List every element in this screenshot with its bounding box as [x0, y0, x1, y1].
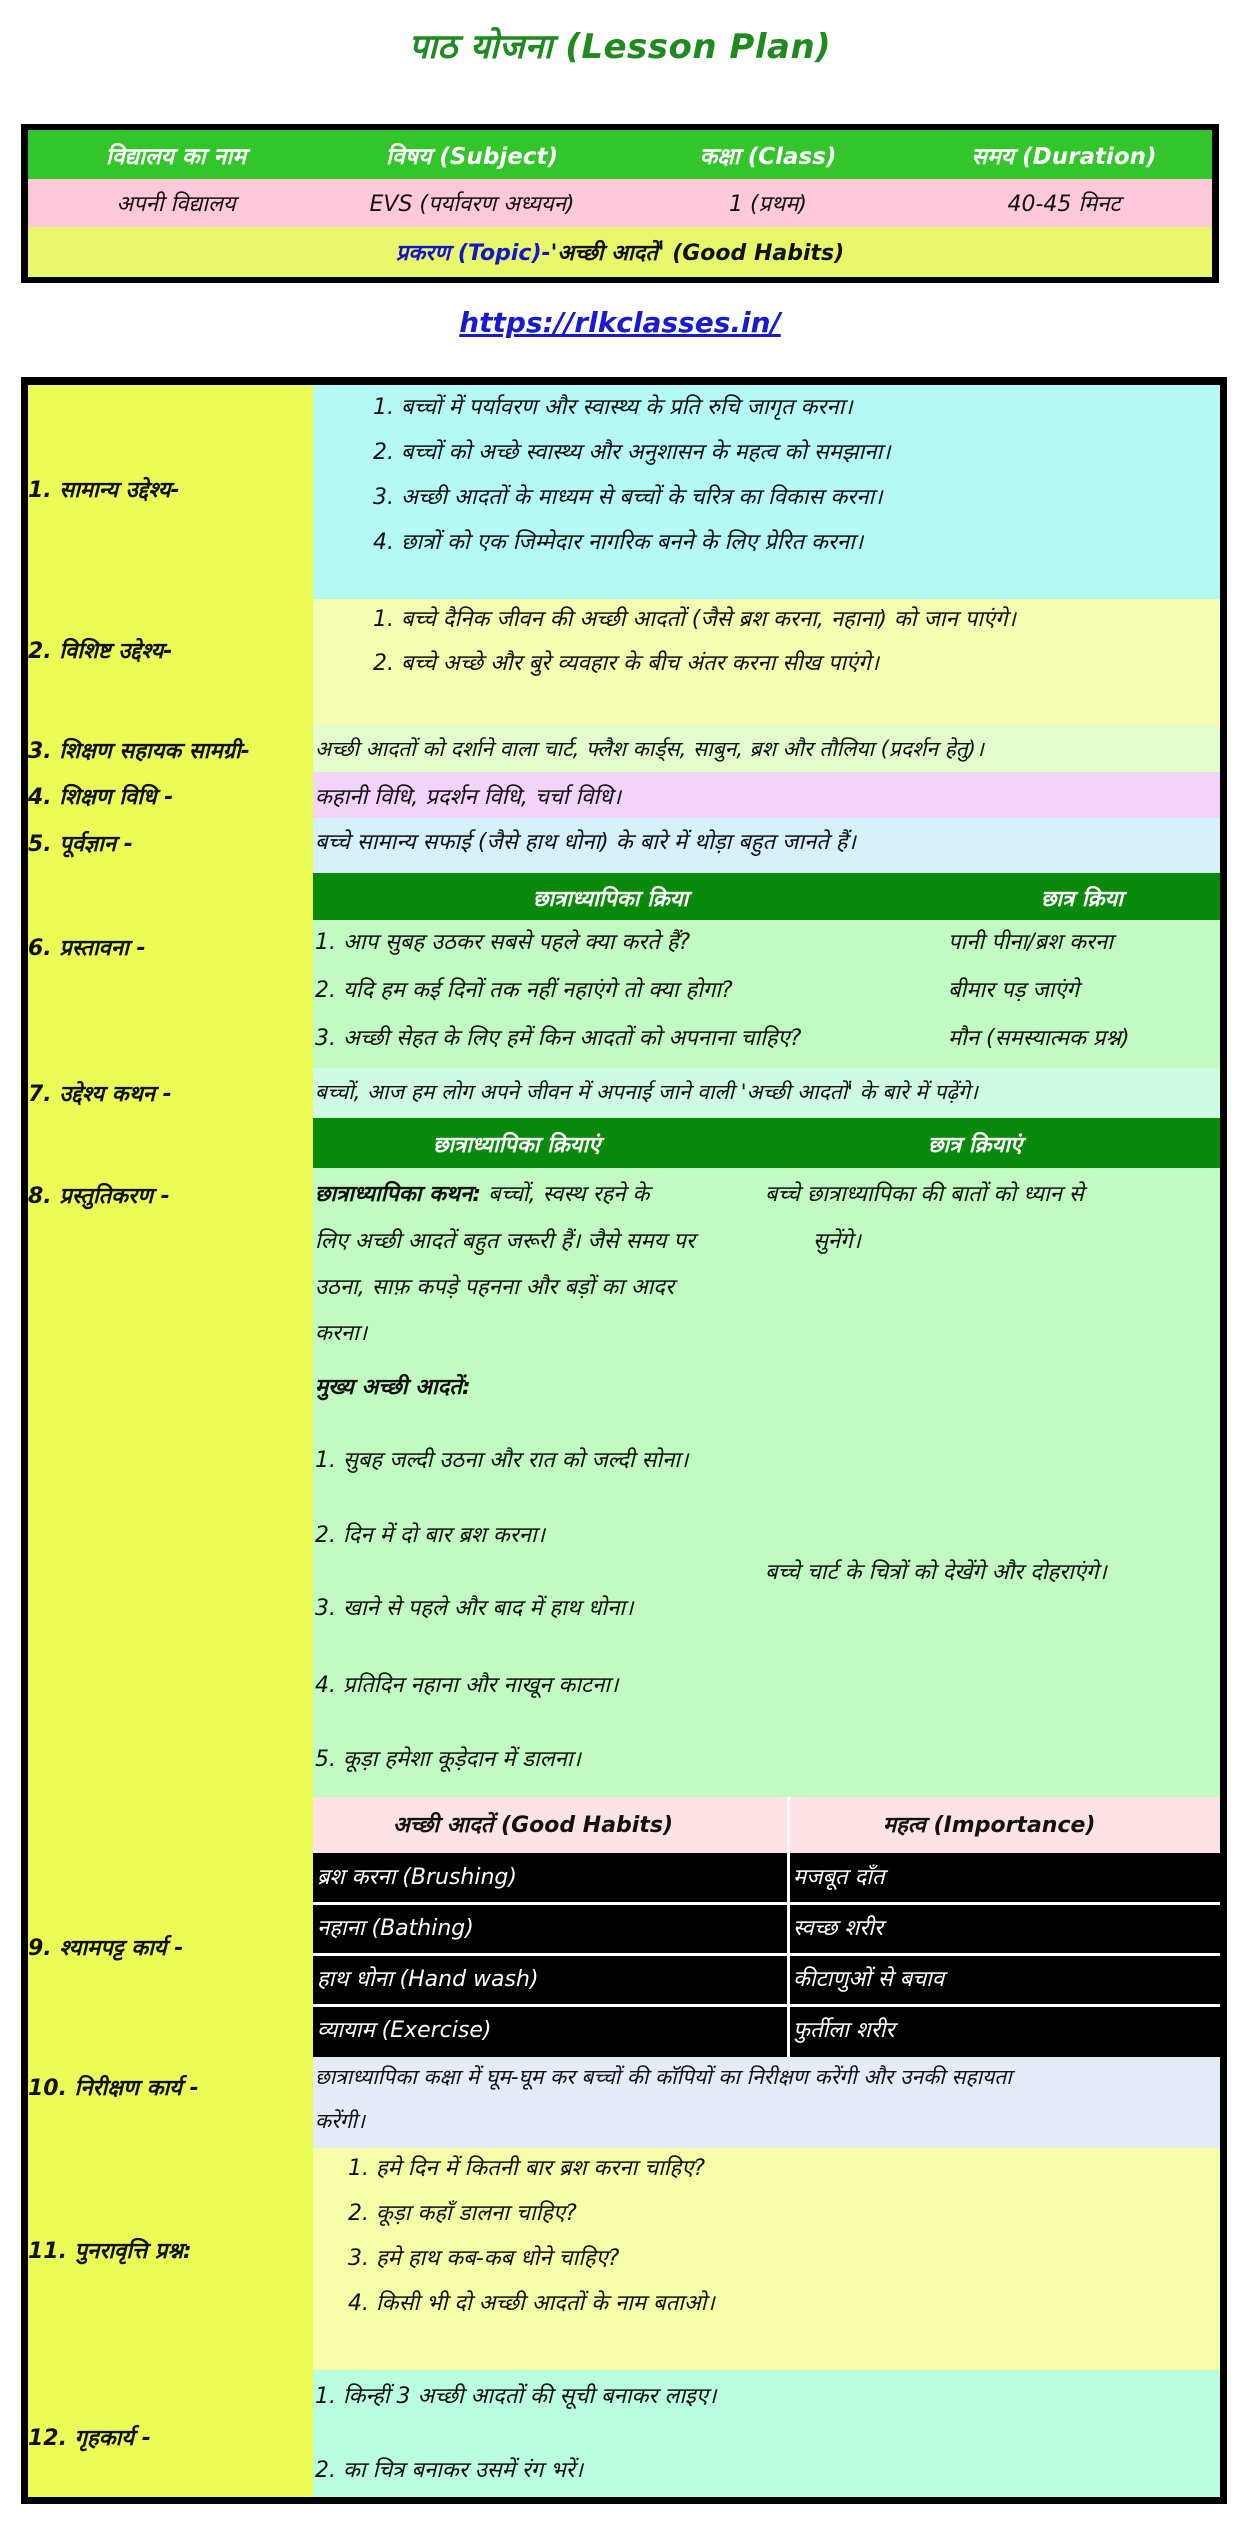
label-introduction: 6. प्रस्तावना - — [28, 936, 146, 961]
presentation-col-teacher: छात्राध्यापिका क्रियाएं — [433, 1133, 601, 1158]
label-review-questions: 11. पुनरावृत्ति प्रश्न: — [28, 2239, 192, 2264]
website-link-container — [0, 306, 1240, 339]
review-question-2: 2. कूड़ा कहाँ डालना चाहिए? — [348, 2201, 577, 2226]
label-prior-knowledge: 5. पूर्वज्ञान - — [28, 832, 133, 857]
topic-text — [396, 237, 844, 267]
general-objective-1: 1. बच्चों में पर्यावरण और स्वास्थ्य के प्रति रुचि जागृत करना। — [373, 395, 853, 420]
aim-statement-text: बच्चों, आज हम लोग अपने जीवन में अपनाई जाने वाली 'अच्छी आदतों' के बारे में पढ़ेंगे। — [315, 1080, 978, 1104]
label-teaching-aids: 3. शिक्षण सहायक सामग्री- — [28, 739, 250, 764]
topic-label: प्रकरण (Topic)- — [395, 241, 551, 266]
teacher-line-1: बच्चों, स्वस्थ रहने के — [488, 1182, 650, 1207]
student-line-1a: बच्चे छात्राध्यापिका की बातों को ध्यान से — [765, 1182, 1084, 1207]
habit-5: 5. कूड़ा हमेशा कूड़ेदान में डालना। — [315, 1747, 581, 1772]
lesson-info-table — [21, 124, 1219, 283]
bb-habit-4: व्यायाम (Exercise) — [317, 2018, 492, 2043]
prior-knowledge-text: बच्चे सामान्य सफाई (जैसे हाथ धोना) के बारे में थोड़ा बहुत जानते हैं। — [315, 830, 856, 855]
blackboard-col-habits: अच्छी आदतें (Good Habits) — [393, 1813, 674, 1838]
teaching-aids-cell — [313, 725, 1220, 772]
intro-question-3: 3. अच्छी सेहत के लिए हमें किन आदतों को अपनाना चाहिए? — [315, 1026, 802, 1051]
bb-habit-2: नहाना (Bathing) — [317, 1916, 474, 1941]
teaching-method-text: कहानी विधि, प्रदर्शन विधि, चर्चा विधि। — [315, 785, 621, 810]
topic-row — [28, 227, 1212, 277]
bb-habit-3: हाथ धोना (Hand wash) — [317, 1967, 539, 1992]
introduction-cell — [313, 920, 1220, 1068]
habit-2: 2. दिन में दो बार ब्रश करना। — [315, 1523, 545, 1548]
teacher-line-3: उठना, साफ़ कपड़े पहनना और बड़ों का आदर — [315, 1275, 674, 1300]
bb-importance-2: स्वच्छ शरीर — [793, 1916, 883, 1941]
general-objectives-cell — [313, 385, 1220, 599]
general-objective-2: 2. बच्चों को अच्छे स्वास्थ्य और अनुशासन के महत्व को समझाना। — [373, 440, 891, 465]
presentation-cell — [313, 1168, 1220, 1797]
teacher-statement-label: छात्राध्यापिका कथन: — [315, 1182, 482, 1207]
intro-answer-1: पानी पीना/ब्रश करना — [948, 930, 1113, 955]
specific-objective-1: 1. बच्चे दैनिक जीवन की अच्छी आदतों (जैसे ब्रश करना, नहाना) को जान पाएंगे। — [373, 607, 1016, 632]
label-teaching-method: 4. शिक्षण विधि - — [28, 785, 174, 810]
value-school-name: अपनी विद्यालय — [116, 192, 236, 217]
label-specific-objectives: 2. विशिष्ट उद्देश्य- — [28, 639, 173, 664]
main-habits-heading: मुख्य अच्छी आदतें: — [315, 1375, 471, 1400]
topic-value: 'अच्छी आदतें' (Good Habits) — [550, 241, 845, 266]
section-label-column — [28, 385, 313, 2497]
review-question-3: 3. हमे हाथ कब-कब धोने चाहिए? — [348, 2246, 620, 2271]
teaching-method-cell — [313, 772, 1220, 818]
header-class: कक्षा (Class) — [699, 143, 837, 170]
intro-question-1: 1. आप सुबह उठकर सबसे पहले क्या करते हैं? — [315, 930, 691, 955]
lesson-plan-table — [21, 377, 1227, 2504]
intro-question-2: 2. यदि हम कई दिनों तक नहीं नहाएंगे तो क्या होगा? — [315, 978, 733, 1003]
presentation-col-student: छात्र क्रियाएं — [928, 1133, 1023, 1158]
teacher-statement-line-1 — [315, 1178, 649, 1208]
label-inspection: 10. निरीक्षण कार्य - — [28, 2076, 199, 2101]
prior-knowledge-cell — [313, 818, 1220, 873]
homework-cell — [313, 2370, 1220, 2497]
student-line-2: बच्चे चार्ट के चित्रों को देखेंगे और दोहराएंगे। — [765, 1560, 1107, 1585]
bb-habit-1: ब्रश करना (Brushing) — [317, 1865, 517, 1890]
page-title: पाठ योजना (Lesson Plan) — [408, 27, 832, 67]
inspection-cell — [313, 2057, 1220, 2148]
bb-importance-3: कीटाणुओं से बचाव — [793, 1967, 945, 1992]
habit-1: 1. सुबह जल्दी उठना और रात को जल्दी सोना। — [315, 1448, 689, 1473]
review-questions-cell — [313, 2148, 1220, 2370]
value-duration: 40-45 मिनट — [1007, 192, 1121, 217]
blackboard-col-importance: महत्व (Importance) — [883, 1813, 1096, 1838]
intro-answer-2: बीमार पड़ जाएंगे — [948, 978, 1079, 1003]
header-subject: विषय (Subject) — [386, 143, 558, 170]
habit-4: 4. प्रतिदिन नहाना और नाखून काटना। — [315, 1673, 619, 1698]
teacher-line-2: लिए अच्छी आदतें बहुत जरूरी हैं। जैसे समय पर — [315, 1229, 695, 1254]
introduction-header — [313, 873, 1220, 920]
habit-3: 3. खाने से पहले और बाद में हाथ धोना। — [315, 1596, 634, 1621]
label-general-objectives: 1. सामान्य उद्देश्य- — [28, 478, 180, 503]
presentation-header — [313, 1118, 1220, 1168]
website-link[interactable]: https://rlkclasses.in/ — [459, 306, 781, 339]
introduction-col-student: छात्र क्रिया — [1041, 887, 1123, 912]
intro-answer-3: मौन (समस्यात्मक प्रश्न) — [948, 1026, 1130, 1051]
inspection-line-1: छात्राध्यापिका कक्षा में घूम-घूम कर बच्चों की कॉपियों का निरीक्षण करेंगी और उनकी सहायता — [315, 2065, 1012, 2089]
introduction-col-teacher: छात्राध्यापिका क्रिया — [533, 887, 689, 912]
general-objective-4: 4. छात्रों को एक जिम्मेदार नागरिक बनने के लिए प्रेरित करना। — [373, 530, 864, 555]
label-homework: 12. गृहकार्य - — [28, 2426, 151, 2451]
label-presentation: 8. प्रस्तुतिकरण - — [28, 1184, 170, 1209]
bb-importance-1: मजबूत दाँत — [793, 1865, 885, 1890]
blackboard-table-header — [313, 1797, 1220, 1853]
label-aim-statement: 7. उद्देश्य कथन - — [28, 1082, 172, 1107]
review-question-1: 1. हमे दिन में कितनी बार ब्रश करना चाहिए? — [348, 2156, 706, 2181]
value-class: 1 (प्रथम) — [729, 192, 807, 217]
homework-item-1: 1. किन्हीं 3 अच्छी आदतों की सूची बनाकर लाइए। — [315, 2384, 717, 2409]
inspection-line-2: करेंगी। — [315, 2109, 365, 2133]
label-blackboard-work: 9. श्यामपट्ट कार्य - — [28, 1936, 184, 1961]
info-values-row — [28, 179, 1212, 227]
blackboard-table-body — [313, 1853, 1220, 2057]
review-question-4: 4. किसी भी दो अच्छी आदतों के नाम बताओ। — [348, 2291, 715, 2316]
teaching-aids-text: अच्छी आदतों को दर्शाने वाला चार्ट, फ्लैश कार्ड्स, साबुन, ब्रश और तौलिया (प्रदर्शन हेतु)। — [315, 737, 984, 761]
student-line-1b: सुनेंगे। — [813, 1229, 861, 1254]
header-duration: समय (Duration) — [971, 143, 1157, 170]
specific-objectives-cell — [313, 599, 1220, 725]
aim-statement-cell — [313, 1068, 1220, 1118]
specific-objective-2: 2. बच्चे अच्छे और बुरे व्यवहार के बीच अंतर करना सीख पाएंगे। — [373, 651, 879, 676]
homework-item-2: 2. का चित्र बनाकर उसमें रंग भरें। — [315, 2458, 583, 2483]
general-objective-3: 3. अच्छी आदतों के माध्यम से बच्चों के चरित्र का विकास करना। — [373, 485, 883, 510]
teacher-line-4: करना। — [315, 1321, 368, 1346]
info-header-row — [28, 130, 1212, 179]
bb-importance-4: फुर्तीला शरीर — [793, 2018, 895, 2043]
value-subject: EVS (पर्यावरण अध्ययन) — [369, 192, 575, 217]
header-school-name: विद्यालय का नाम — [105, 143, 247, 170]
